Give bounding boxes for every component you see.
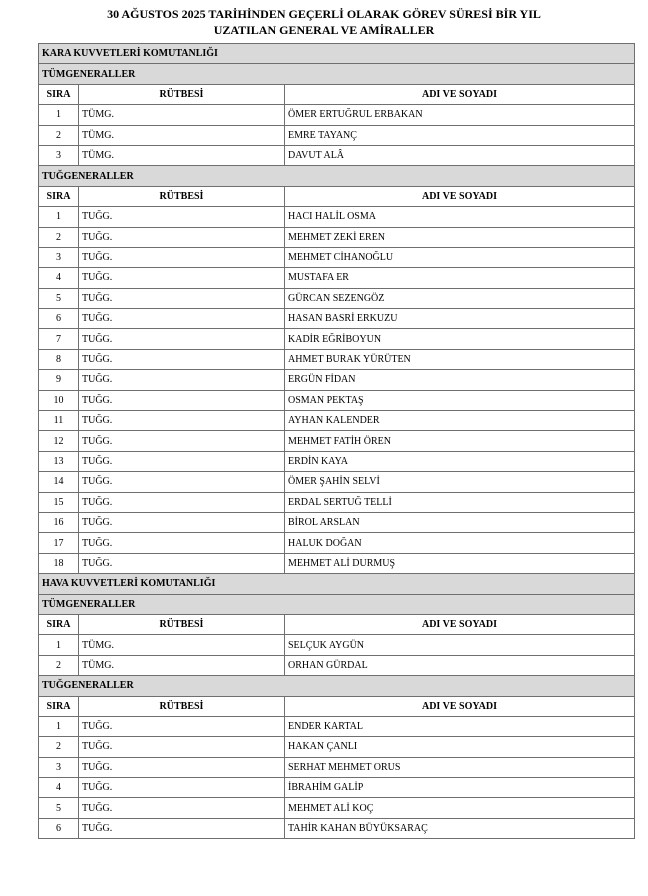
row-rank: TUĞG.: [79, 370, 285, 390]
row-rank: TUĞG.: [79, 492, 285, 512]
table-row: [39, 716, 635, 736]
row-rank: TUĞG.: [79, 533, 285, 553]
column-header-rank: RÜTBESİ: [79, 84, 285, 104]
table-row: [39, 798, 635, 818]
row-number: 1: [39, 635, 79, 655]
row-number: 10: [39, 390, 79, 410]
row-name: BİROL ARSLAN: [285, 512, 635, 532]
rank-group-header-row: [39, 64, 635, 84]
row-number: 12: [39, 431, 79, 451]
row-name: HALUK DOĞAN: [285, 533, 635, 553]
table-row: [39, 451, 635, 471]
row-name: İBRAHİM GALİP: [285, 778, 635, 798]
table-row: [39, 472, 635, 492]
column-header-name: ADI VE SOYADI: [285, 186, 635, 206]
column-header-rank: RÜTBESİ: [79, 696, 285, 716]
column-header-row: [39, 696, 635, 716]
row-rank: TUĞG.: [79, 247, 285, 267]
row-name: MEHMET ZEKİ EREN: [285, 227, 635, 247]
column-header-row: [39, 186, 635, 206]
row-number: 3: [39, 247, 79, 267]
row-name: GÜRCAN SEZENGÖZ: [285, 288, 635, 308]
row-rank: TUĞG.: [79, 818, 285, 838]
row-name: ERGÜN FİDAN: [285, 370, 635, 390]
column-header-row: [39, 84, 635, 104]
rank-group-header-row: [39, 594, 635, 614]
row-number: 14: [39, 472, 79, 492]
row-number: 1: [39, 207, 79, 227]
row-rank: TUĞG.: [79, 349, 285, 369]
row-number: 16: [39, 512, 79, 532]
rank-group-header-row: [39, 676, 635, 696]
column-header-name: ADI VE SOYADI: [285, 84, 635, 104]
row-number: 3: [39, 757, 79, 777]
row-name: HACI HALİL OSMA: [285, 207, 635, 227]
table-row: [39, 512, 635, 532]
row-rank: TÜMG.: [79, 635, 285, 655]
row-number: 11: [39, 411, 79, 431]
table-row: [39, 309, 635, 329]
command-title: KARA KUVVETLERİ KOMUTANLIĞI: [39, 44, 635, 64]
column-header-no: SIRA: [39, 614, 79, 634]
row-name: OSMAN PEKTAŞ: [285, 390, 635, 410]
row-number: 5: [39, 798, 79, 818]
table-row: [39, 411, 635, 431]
row-rank: TUĞG.: [79, 798, 285, 818]
row-number: 9: [39, 370, 79, 390]
row-rank: TUĞG.: [79, 288, 285, 308]
row-rank: TUĞG.: [79, 472, 285, 492]
row-number: 4: [39, 268, 79, 288]
row-rank: TUĞG.: [79, 512, 285, 532]
table-row: [39, 349, 635, 369]
table-row: [39, 553, 635, 573]
row-rank: TUĞG.: [79, 227, 285, 247]
row-number: 6: [39, 818, 79, 838]
row-number: 15: [39, 492, 79, 512]
row-name: AHMET BURAK YÜRÜTEN: [285, 349, 635, 369]
rank-group-title: TUĞGENERALLER: [39, 166, 635, 186]
row-name: AYHAN KALENDER: [285, 411, 635, 431]
row-number: 3: [39, 145, 79, 165]
row-rank: TÜMG.: [79, 105, 285, 125]
rank-group-header-row: [39, 166, 635, 186]
row-name: ORHAN GÜRDAL: [285, 655, 635, 675]
row-rank: TÜMG.: [79, 655, 285, 675]
column-header-name: ADI VE SOYADI: [285, 696, 635, 716]
row-name: DAVUT ALÂ: [285, 145, 635, 165]
table-row: [39, 737, 635, 757]
row-name: SERHAT MEHMET ORUS: [285, 757, 635, 777]
title-line-2: UZATILAN GENERAL VE AMİRALLER: [213, 23, 435, 37]
table-row: [39, 492, 635, 512]
table-row: [39, 635, 635, 655]
row-rank: TÜMG.: [79, 125, 285, 145]
row-rank: TUĞG.: [79, 309, 285, 329]
row-name: ERDİN KAYA: [285, 451, 635, 471]
row-number: 18: [39, 553, 79, 573]
table-row: [39, 370, 635, 390]
row-number: 2: [39, 227, 79, 247]
row-rank: TUĞG.: [79, 716, 285, 736]
row-name: HAKAN ÇANLI: [285, 737, 635, 757]
table-row: [39, 329, 635, 349]
title-line-1: 30 AĞUSTOS 2025 TARİHİNDEN GEÇERLİ OLARAK GÖREV SÜRESİ BİR YIL: [107, 7, 541, 21]
table-row: [39, 778, 635, 798]
row-name: TAHİR KAHAN BÜYÜKSARAÇ: [285, 818, 635, 838]
personnel-table-body: [39, 44, 635, 839]
row-number: 1: [39, 105, 79, 125]
row-name: EMRE TAYANÇ: [285, 125, 635, 145]
table-row: [39, 288, 635, 308]
row-rank: TUĞG.: [79, 737, 285, 757]
table-row: [39, 390, 635, 410]
row-rank: TUĞG.: [79, 268, 285, 288]
rank-group-title: TÜMGENERALLER: [39, 64, 635, 84]
row-number: 2: [39, 655, 79, 675]
row-rank: TUĞG.: [79, 431, 285, 451]
row-rank: TUĞG.: [79, 390, 285, 410]
row-name: MUSTAFA ER: [285, 268, 635, 288]
row-name: MEHMET ALİ KOÇ: [285, 798, 635, 818]
row-name: HASAN BASRİ ERKUZU: [285, 309, 635, 329]
row-number: 6: [39, 309, 79, 329]
row-name: ENDER KARTAL: [285, 716, 635, 736]
table-row: [39, 207, 635, 227]
table-row: [39, 125, 635, 145]
row-name: ÖMER ŞAHİN SELVİ: [285, 472, 635, 492]
table-row: [39, 227, 635, 247]
personnel-table: [38, 43, 635, 839]
row-rank: TUĞG.: [79, 778, 285, 798]
rank-group-title: TÜMGENERALLER: [39, 594, 635, 614]
row-rank: TUĞG.: [79, 451, 285, 471]
table-row: [39, 268, 635, 288]
column-header-rank: RÜTBESİ: [79, 614, 285, 634]
column-header-no: SIRA: [39, 84, 79, 104]
row-number: 5: [39, 288, 79, 308]
row-number: 17: [39, 533, 79, 553]
row-rank: TUĞG.: [79, 411, 285, 431]
command-header-row: [39, 574, 635, 594]
column-header-row: [39, 614, 635, 634]
row-number: 4: [39, 778, 79, 798]
table-row: [39, 247, 635, 267]
table-row: [39, 655, 635, 675]
row-number: 2: [39, 125, 79, 145]
row-number: 7: [39, 329, 79, 349]
row-name: SELÇUK AYGÜN: [285, 635, 635, 655]
row-name: ERDAL SERTUĞ TELLİ: [285, 492, 635, 512]
rank-group-title: TUĞGENERALLER: [39, 676, 635, 696]
table-row: [39, 818, 635, 838]
row-number: 13: [39, 451, 79, 471]
table-row: [39, 105, 635, 125]
row-number: 2: [39, 737, 79, 757]
column-header-name: ADI VE SOYADI: [285, 614, 635, 634]
row-name: ÖMER ERTUĞRUL ERBAKAN: [285, 105, 635, 125]
row-name: MEHMET ALİ DURMUŞ: [285, 553, 635, 573]
row-rank: TUĞG.: [79, 553, 285, 573]
row-rank: TUĞG.: [79, 757, 285, 777]
column-header-rank: RÜTBESİ: [79, 186, 285, 206]
row-number: 8: [39, 349, 79, 369]
table-row: [39, 145, 635, 165]
row-rank: TÜMG.: [79, 145, 285, 165]
table-row: [39, 533, 635, 553]
command-title: HAVA KUVVETLERİ KOMUTANLIĞI: [39, 574, 635, 594]
column-header-no: SIRA: [39, 696, 79, 716]
row-number: 1: [39, 716, 79, 736]
table-row: [39, 431, 635, 451]
row-name: KADİR EĞRİBOYUN: [285, 329, 635, 349]
document-title: [0, 6, 648, 38]
row-name: MEHMET FATİH ÖREN: [285, 431, 635, 451]
row-rank: TUĞG.: [79, 207, 285, 227]
command-header-row: [39, 44, 635, 64]
row-name: MEHMET CİHANOĞLU: [285, 247, 635, 267]
table-row: [39, 757, 635, 777]
column-header-no: SIRA: [39, 186, 79, 206]
row-rank: TUĞG.: [79, 329, 285, 349]
